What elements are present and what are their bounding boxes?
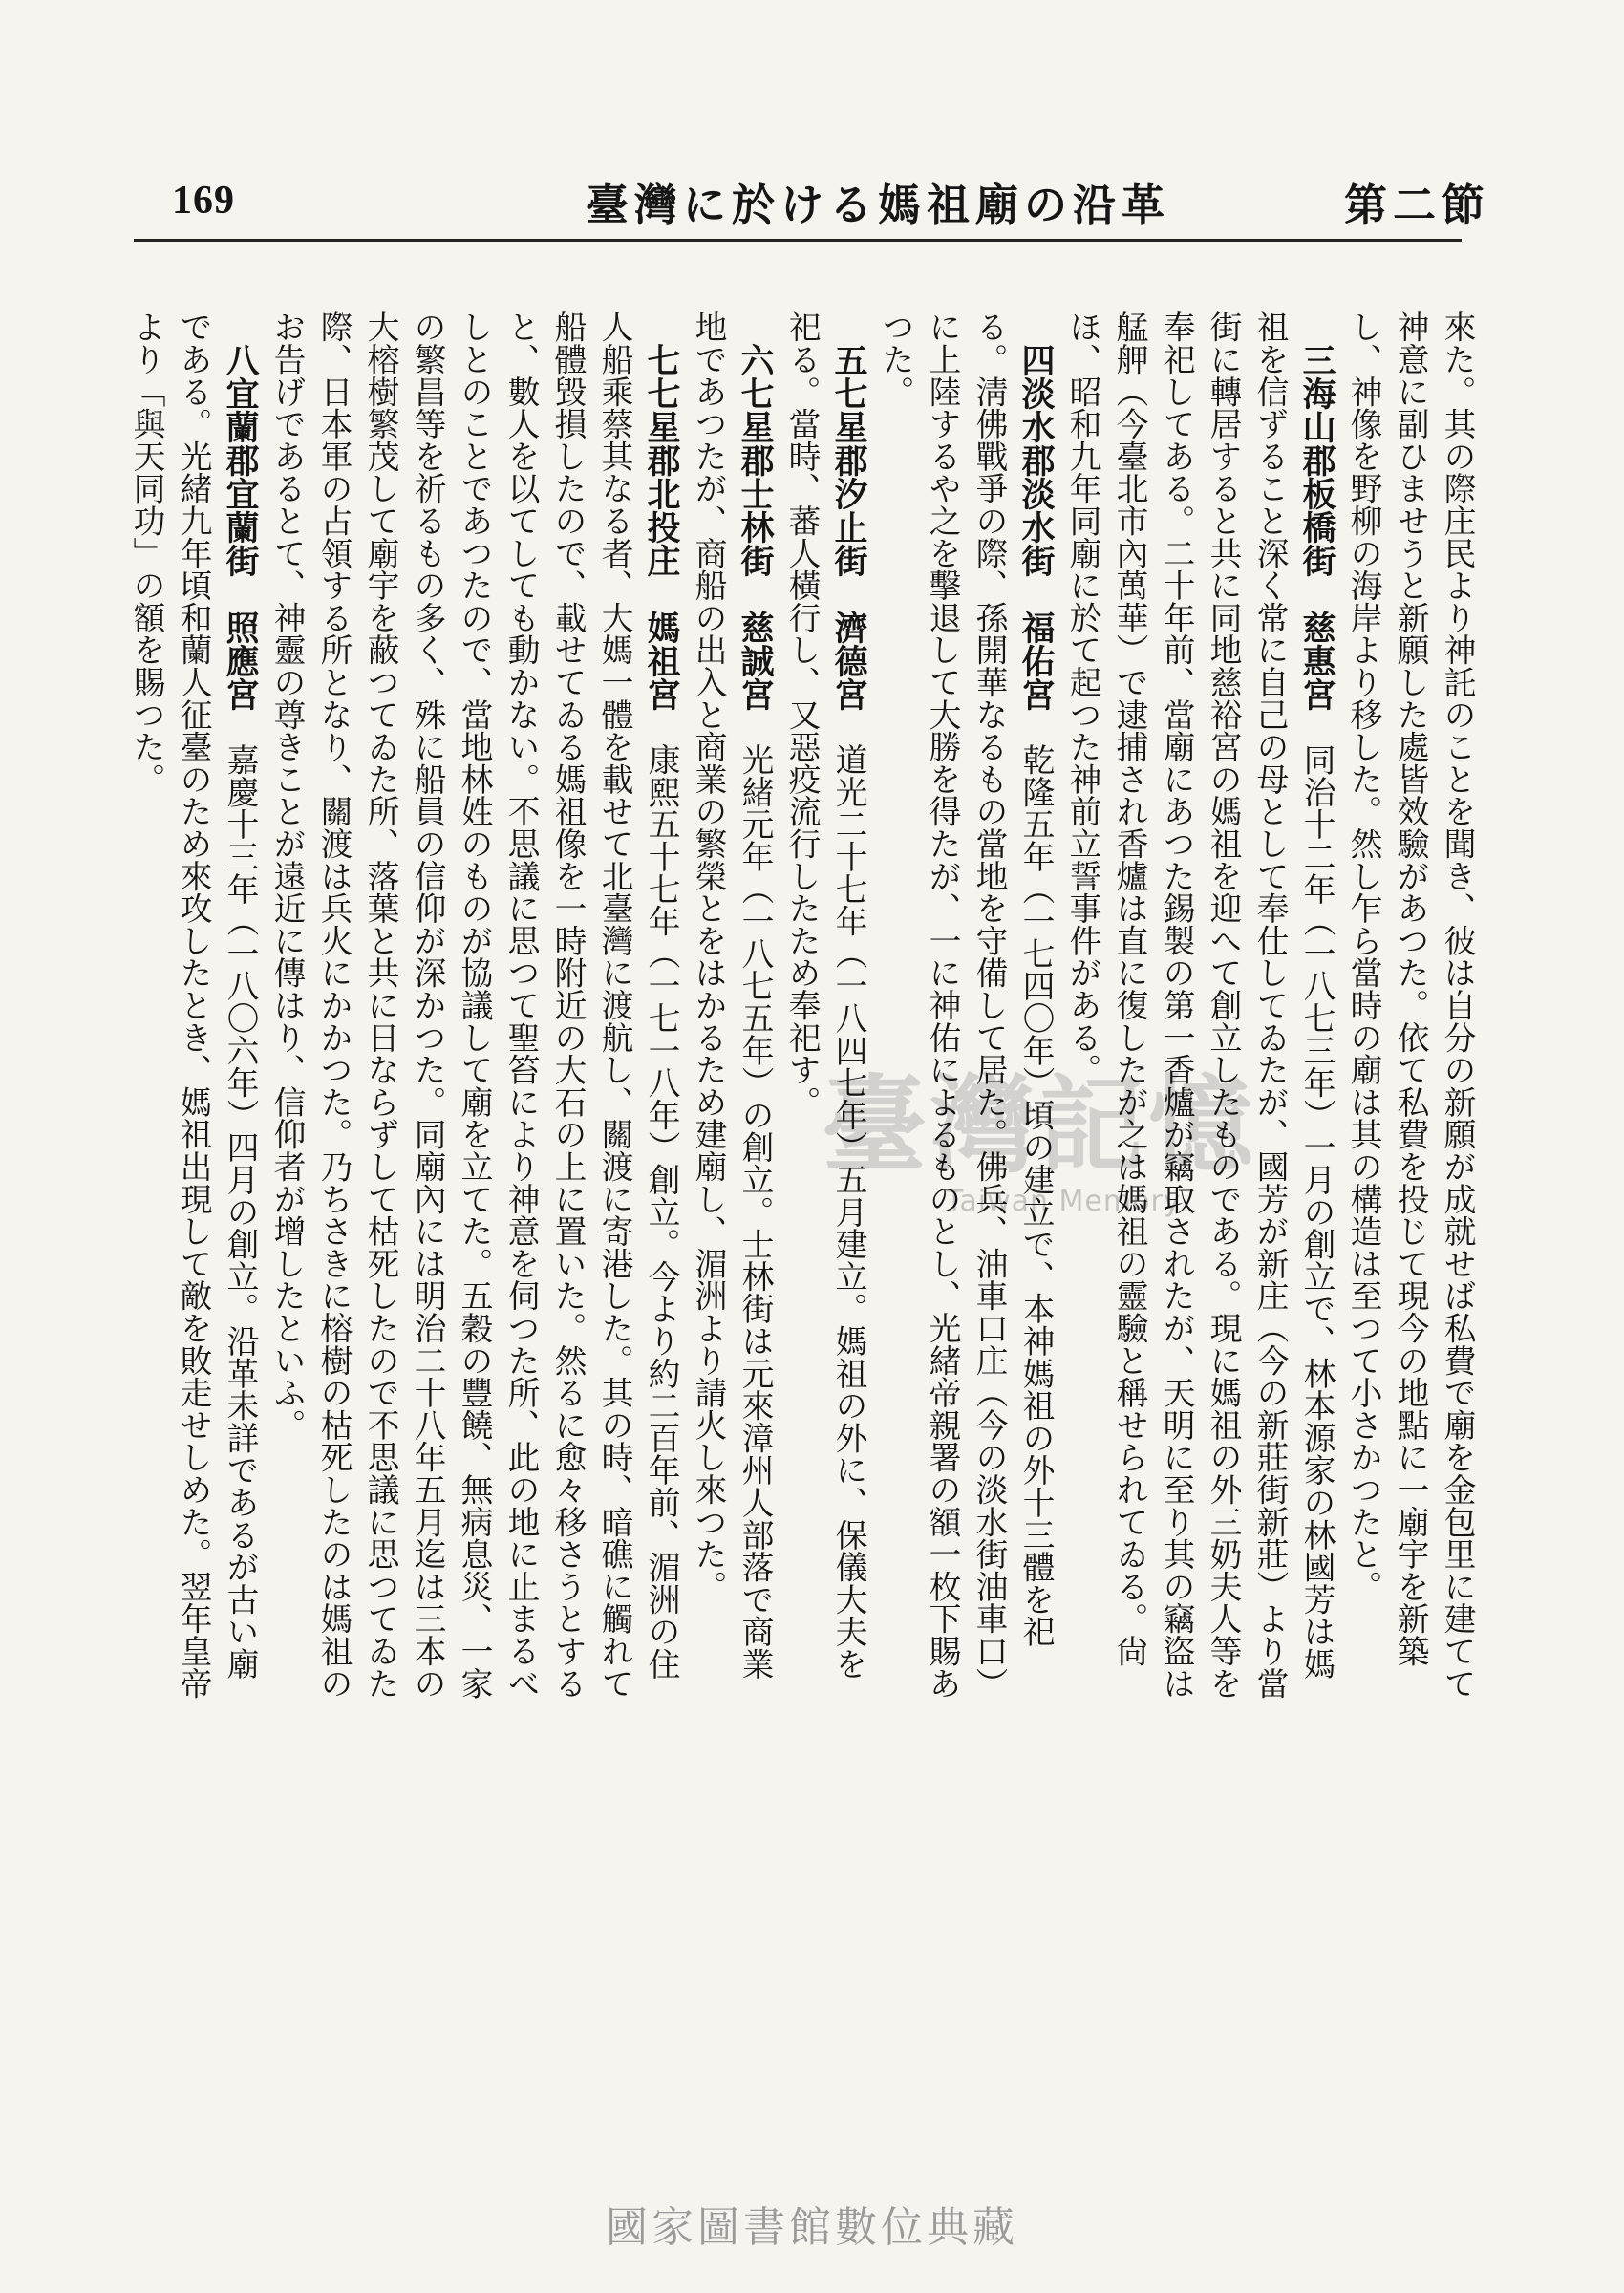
watermark-subtext: Taiwan Memory [946,1185,1182,1218]
section-number: 七 [642,342,681,376]
section-body: 康熙五十七年（一七一八年）創立。今より約二百年前、湄洲の住人船乘蔡其なる者、大媽一體を載せて北臺灣に渡航し、關渡に寄港した。其の時、暗礁に觸れて船體毀損したので、載せてゐる媽祖像を一時附近の大石の上に置いた。然るに愈々移さうとすると、數人を以てしても動かない。不思議に思つて聖笞により神意を伺つた所、此の地に止まるべしとのことであつたので、當地林姓のものが協議して廟を立てた。五穀の豐饒、無病息災、一家の繁昌等を祈るもの多く、殊に船員の信仰が深かつた。同廟內には明治二十八年五月迄は三本の大榕樹繁茂して廟宇を蔽つてゐた所、落葉と共に日ならずして枯死したので不思議に思つてゐた際、日本軍の占領する所となり、關渡は兵火にかかつた。乃ちさきに榕樹の枯死したのは媽祖のお告げであるとて、神靈の尊きことが遠近に傳はり、信仰者が增したといふ。 [268,311,680,1700]
section-title: 七星郡北投庄 媽祖宮 [642,375,681,711]
section-number: 五 [829,342,868,376]
section-title: 淡水郡淡水街 福佑宮 [1016,375,1056,711]
watermark-logo: 臺灣記憶 [822,1063,1257,1187]
section-3 [1059,311,1340,1705]
footer-credit: 國家圖書館數位典藏 [606,2203,1018,2252]
running-header-title: 臺灣に於ける媽祖廟の沿革 [585,180,1170,230]
section-body: 乾隆五年（一七四〇年）頃の建立で、本神媽祖の外十三體を祀る。淸佛戰爭の際、孫開華なるもの當地を守備して居た。佛兵、油車口庄（今の淡水街油車口）に上陸するや之を擊退して大勝を得たが、一に神佑によるものとし、光緒帝親署の額一枚下賜あつた。 [877,311,1055,1700]
section-title: 七星郡汐止街 濟德宮 [829,375,868,711]
section-5 [779,311,872,1705]
section-7 [264,311,685,1705]
section-body: 來た。其の際庄民より神託のことを聞き、彼は自分の新願が成就せば私費で廟を金包里に建てて神意に副ひませうと新願した處皆效驗があつた。依て私費を投じて現今の地點に一廟宇を新築し、神像を野柳の海岸より移した。然し乍ら當時の廟は其の構造は至つて小さかつたと。 [1345,311,1476,1700]
section-number: 八 [221,342,260,376]
section-body: 光緒元年（一八七五年）の創立。士林街は元來漳州人部落で商業地であつたが、商船の出入と商業の繁榮とをはかるため建廟し、湄洲より請火し來つた。 [690,311,774,1680]
section-title: 宜蘭郡宜蘭街 照應宮 [221,375,260,711]
section-6 [685,311,779,1705]
section-body: 同治十二年（一八七三年）一月の創立で、林本源家の林國芳は媽祖を信ずること深く常に自己の母として奉仕してゐたが、國芳が新庄（今の新莊街新莊）より當街に轉居すると共に同地慈裕宮の媽祖を迎へて創立したものである。現に媽祖の外三奶夫人等を奉祀してある。二十年前、當廟にあつた錫製の第一香爐が竊取されたが、天明に至り其の竊盜は艋舺（今臺北市內萬華）で逮捕され香爐は直に復したが之は媽祖の靈驗と稱せられてゐる。尙ほ、昭和九年同廟に於て起つた神前立誓事件がある。 [1064,311,1336,1700]
section-title: 七星郡士林街 慈誠宮 [736,375,775,711]
continuation-paragraph [1340,311,1481,1705]
running-header-chapter: 第二節 [1343,180,1490,230]
section-8 [123,311,264,1705]
page-number: 169 [172,179,235,223]
section-number: 三 [1297,342,1336,376]
section-number: 四 [1016,342,1056,376]
section-body: 道光二十七年（一八四七年）五月建立。媽祖の外に、保儀大夫を祀る。當時、蕃人橫行し、又惡疫流行したため奉祀す。 [783,311,867,1680]
section-number: 六 [736,342,775,376]
body-text [128,311,1481,1705]
section-4 [872,311,1059,1705]
header-rule [134,239,1462,242]
section-title: 海山郡板橋街 慈惠宮 [1297,375,1336,711]
section-body: 嘉慶十三年（一八〇六年）四月の創立。沿革未詳であるが古い廟である。光緒九年頃和蘭人征臺のため來攻したとき、媽祖出現して敵を敗走せしめた。翌年皇帝より「與天同功」の額を賜つた。 [128,311,259,1700]
